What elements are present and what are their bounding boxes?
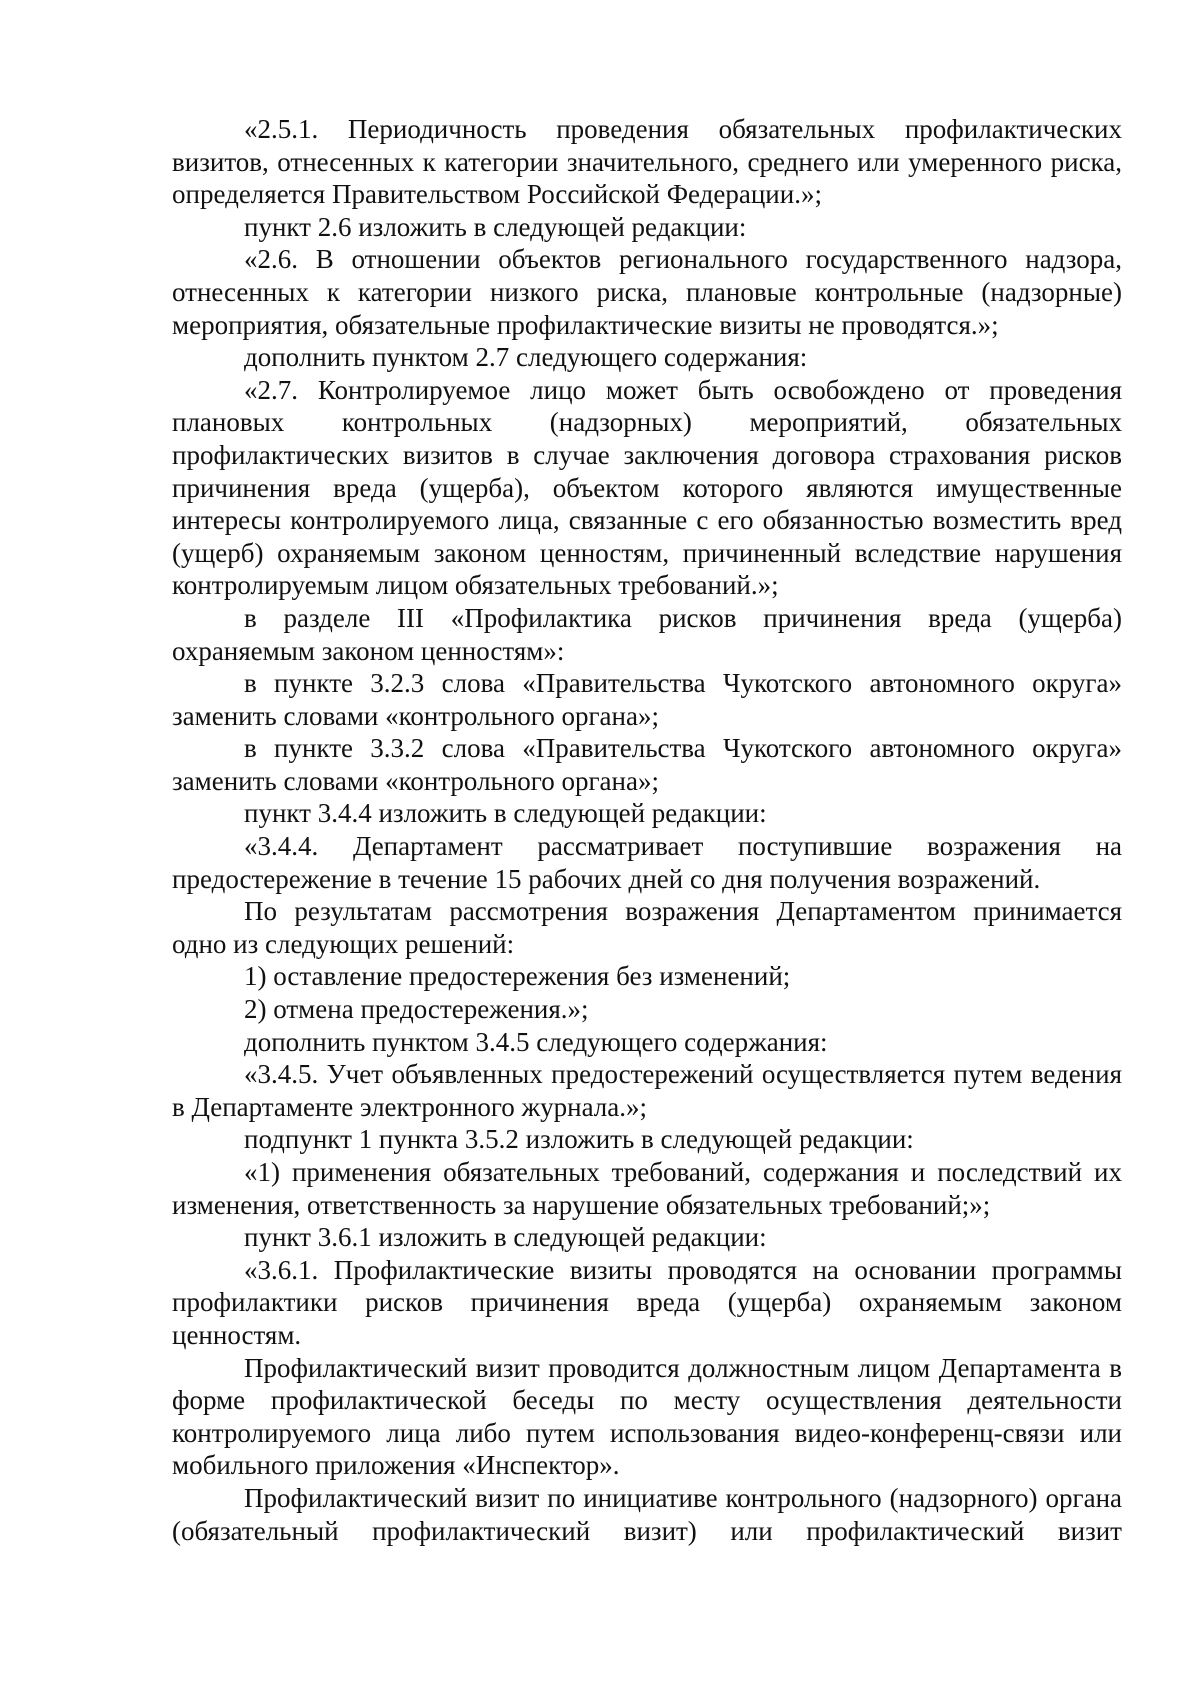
paragraph-amend-3-5-2: подпункт 1 пункта 3.5.2 изложить в следующей редакции: [244,1124,914,1155]
paragraph-3-4-4: «3.4.4. Департамент рассматривает поступившие возражения на предостережение в течение 15 рабочих дней со дня получения возражений. [172,831,1122,894]
paragraph-visit-format: Профилактический визит проводится должностным лицом Департамента в форме профилактической беседы по месту осуществления деятельности контролируемого лица либо путем использования видео-конференц-связи или мобильного приложения «Инспектор». [172,1352,1122,1481]
paragraph-amend-3-6-1: пункт 3.6.1 изложить в следующей редакции: [244,1222,767,1253]
paragraph-decision-1: 1) оставление предостережения без изменений; [244,961,791,992]
paragraph-3-3-2: в пункте 3.3.2 слова «Правительства Чукотского автономного округа» заменить словами «контрольного органа»; [172,733,1122,796]
paragraph-add-3-4-5: дополнить пунктом 3.4.5 следующего содержания: [244,1026,828,1057]
paragraph-amend-2-6: пункт 2.6 изложить в следующей редакции: [244,211,747,242]
paragraph-3-5-2-item-1: «1) применения обязательных требований, содержания и последствий их изменения, ответственность за нарушение обязательных требований;»; [172,1157,1122,1220]
paragraph-add-2-7: дополнить пунктом 2.7 следующего содержания: [244,342,808,373]
paragraph-section-iii: в разделе III «Профилактика рисков причинения вреда (ущерба) охраняемым законом ценностям»: [172,602,1122,666]
paragraph-amend-3-4-4: пункт 3.4.4 изложить в следующей редакции: [244,798,767,829]
paragraph-2-5-1: «2.5.1. Периодичность проведения обязательных профилактических визитов, отнесенных к категории значительного, среднего или умеренного риска, определяется Правительством Российской Федерации.»; [172,114,1122,210]
paragraph-3-6-1: «3.6.1. Профилактические визиты проводятся на основании программы профилактики рисков причинения вреда (ущерба) охраняемым законом ценностям. [172,1254,1122,1350]
paragraph-2-7: «2.7. Контролируемое лицо может быть освобождено от проведения плановых контрольных (надзорных) мероприятий, обязательных профилактических визитов в случае заключения договора страхования рисков причинения вреда (ущерба), объектом которого являются имущественные интересы контролируемого лица, связанные с его обязанностью возместить вред (ущерб) охраняемым законом ценностям, причиненный вследствие нарушения контролируемым лицом обязательных требований.»; [172,374,1122,601]
paragraph-3-2-3: в пункте 3.2.3 слова «Правительства Чукотского автономного округа» заменить словами «контрольного органа»; [172,668,1122,731]
paragraph-objection-results: По результатам рассмотрения возражения Департаментом принимается одно из следующих решений: [172,896,1122,959]
paragraph-2-6: «2.6. В отношении объектов регионального государственного надзора, отнесенных к категории низкого риска, плановые контрольные (надзорные) мероприятия, обязательные профилактические визиты не проводятся.»; [172,244,1122,340]
paragraph-visit-initiative: Профилактический визит по инициативе контрольного (надзорного) органа (обязательный профилактический визит) или профилактический визит [172,1482,1122,1546]
document-body [172,113,1122,1547]
paragraph-decision-2: 2) отмена предостережения.»; [244,994,589,1025]
paragraph-3-4-5: «3.4.5. Учет объявленных предостережений осуществляется путем ведения в Департаменте электронного журнала.»; [172,1059,1122,1122]
